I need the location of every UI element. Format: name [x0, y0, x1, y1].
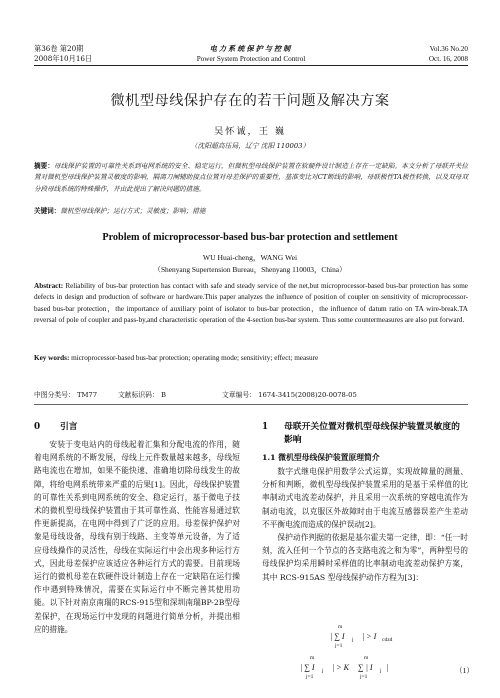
keywords-en-label: Key words: [34, 354, 70, 362]
equation-number: （1） [455, 666, 474, 675]
article-number: 文章编号： 1674-3415(2008)20-0078-05 [222, 391, 357, 399]
eq1-rhs: | > I [362, 632, 377, 641]
eq2-sum-bottom-right: j=1 [360, 674, 368, 680]
eq2-sum-top-right: m [364, 655, 369, 661]
right-column [262, 421, 468, 584]
eq1-sub: j [352, 637, 354, 643]
keywords-cn [34, 206, 468, 217]
section-1-title: 母联开关位置对微机型母线保护装置灵敏度的影响 [284, 422, 460, 445]
abstract-cn [34, 161, 468, 195]
journal-name-en: Power System Protection and Control [196, 55, 306, 63]
eq2-left: | ∑ I [300, 663, 315, 672]
section-1-heading [262, 421, 468, 447]
section-0-heading [34, 421, 240, 434]
header-right [429, 44, 468, 64]
section-0-paragraph: 安装于变电站内的母线起着汇集和分配电流的作用，随着电网系统的不断发展，母线上元件数量越来越多，母线短路电流也在增加，如果不能快速、准确地切除母线发生的故障，将给电网系统带来严重的后果[1]。因此，母线保护装置的可靠性关系到电网系统的安全、稳定运行，基于微电子技术的微机型母线保护装置由于其可靠性高、性能容易通过软件更新提高，在电网中得到了广泛的应用。母差保护保护对象是母线设备，母线有别于线路、主变等单元设备，为了适应母线操作的灵活性，母线在实际运行中会出现多种运行方式，因此母差保护应该适应各种运行方式的需要。目前现场运行的微机母差在软硬件设计制造上存在一定缺陷在运行操作中遇到特殊情况，需要在实际运行中不断完善其使用功能。以下针对南京南瑞的RCS-915型和深圳南瑞BP-2B型母差保护，在现场运行中发现的问题进行简单分析，并提出相应的措施。 [34, 440, 240, 634]
eq1-body: | ∑ I [330, 632, 345, 641]
abstract-en-text: Reliability of bus-bar protection has contact with safe and steady service of the net,but microprocessor-based bus-bar protection has some defects in design and production of software or hardware.This paper analyzes the influence of position of coupler on sensitivity of microprocessor-based bus-bar protection，the importance of auxiliary point of isolator to bus-bar protection，the influence of datum ratio on TA wire-break.TA reversal of pole of coupler and pass-by,and characteristic operation of the 4-section bus-bar system. Thus some countermeasures are also put forward. [34, 282, 469, 325]
eq2-sum-bottom-left: j=1 [306, 674, 314, 680]
eq2-sum-top-left: m [310, 655, 315, 661]
eq2-mid: | > K [332, 663, 349, 672]
abstract-cn-text: 母线保护装置的可靠性关系到电网系统的安全、稳定运行，但微机型母线保护装置在软硬件设计制造上存在一定缺陷。本文分析了母联开关位置对微机型母线保护装置灵敏度的影响，隔离刀闸辅助接点位置对母差保护的重要性，基准变比对CT断线的影响，母联极性TA极性转换，以及双母双分段母线系统的特殊操作，并由此提出了解决问题的措施。 [34, 162, 469, 193]
paper-title-en: Problem of microprocessor-based bus-bar protection and settlement [102, 232, 398, 243]
page-header [34, 44, 468, 66]
eq2-right-sub: j [380, 668, 382, 674]
meta-divider [34, 404, 468, 405]
equation-1a [330, 624, 460, 653]
section-1-paragraph-2: 保护动作判据的依据是基尔霍夫第一定律，即：“任一时刻，流入任何一个节点的各支路电流之和为零”，两种型号的母线保护均采用瞬时采样值的比率制动电流差动保护方案，其中 RCS-915AS 型母线保护动作方程为[3]： [262, 533, 468, 582]
keywords-en-text: microprocessor-based bus-bar protection; operating mode; sensitivity; effect; measure [71, 354, 319, 362]
section-1-paragraph-1: 数字式继电保护用数学公式运算，实现故障量的测量、分析和判断，微机型母线保护装置采用的是基于采样值的比率制动式电流差动保护，并且采用一次系统的穿越电流作为制动电流，以克服区外故障时由于电流互感器误差产生差动不平衡电流而造成的保护误动[2]。 [262, 467, 468, 529]
keywords-en [34, 353, 468, 364]
keywords-cn-text: 微机型母线保护；运行方式；灵敏度；影响；措施 [60, 207, 206, 215]
abstract-en [34, 281, 468, 327]
eq2-right: ∑ | I [358, 663, 373, 672]
affiliation-en: （Shenyang Supertension Bureau，Shenyang 110003，China） [153, 265, 347, 274]
eq1-sum-top: m [338, 624, 343, 630]
abstract-cn-label: 摘要： [34, 162, 55, 170]
authors-en: WU Huai-cheng，WANG Wei [202, 253, 298, 262]
authors-cn: 吴怀诚，王 巍 [213, 126, 287, 137]
eq1-rhs-sub: cdzd [382, 637, 393, 643]
journal-name-cn: 电力系统保护与控制 [209, 44, 293, 53]
affiliation-cn: （沈阳超高压局，辽宁 沈阳 110003） [190, 142, 310, 150]
eq1-sum-bottom: j=1 [335, 643, 343, 649]
eq2-right-end: | [387, 663, 389, 672]
header-volume-cn: 第36卷 第20期 [34, 44, 84, 53]
abstract-en-label: Abstract: [34, 282, 64, 290]
subsection-1-1-heading: 1.1 微机型母线保护装置原理简介 [262, 453, 380, 462]
document-code: 文献标识码： B [118, 391, 166, 399]
keywords-cn-label: 关键词： [34, 207, 61, 215]
section-0-number: 0 [34, 422, 41, 432]
header-center [34, 44, 468, 64]
left-column [34, 421, 240, 636]
section-1-number: 1 [262, 422, 269, 432]
equation-1b [300, 655, 474, 684]
header-date-en: Oct. 16, 2008 [428, 55, 468, 63]
header-rule [34, 65, 468, 66]
header-volume-en: Vol.36 No.20 [429, 45, 468, 53]
clc-number: 中图分类号： TM77 [34, 391, 98, 399]
eq2-left-sub: j [322, 668, 324, 674]
header-date-cn: 2008年10月16日 [34, 54, 93, 63]
paper-title-cn: 微机型母线保护存在的若干问题及解决方案 [110, 93, 390, 109]
section-0-title: 引言 [60, 422, 78, 432]
